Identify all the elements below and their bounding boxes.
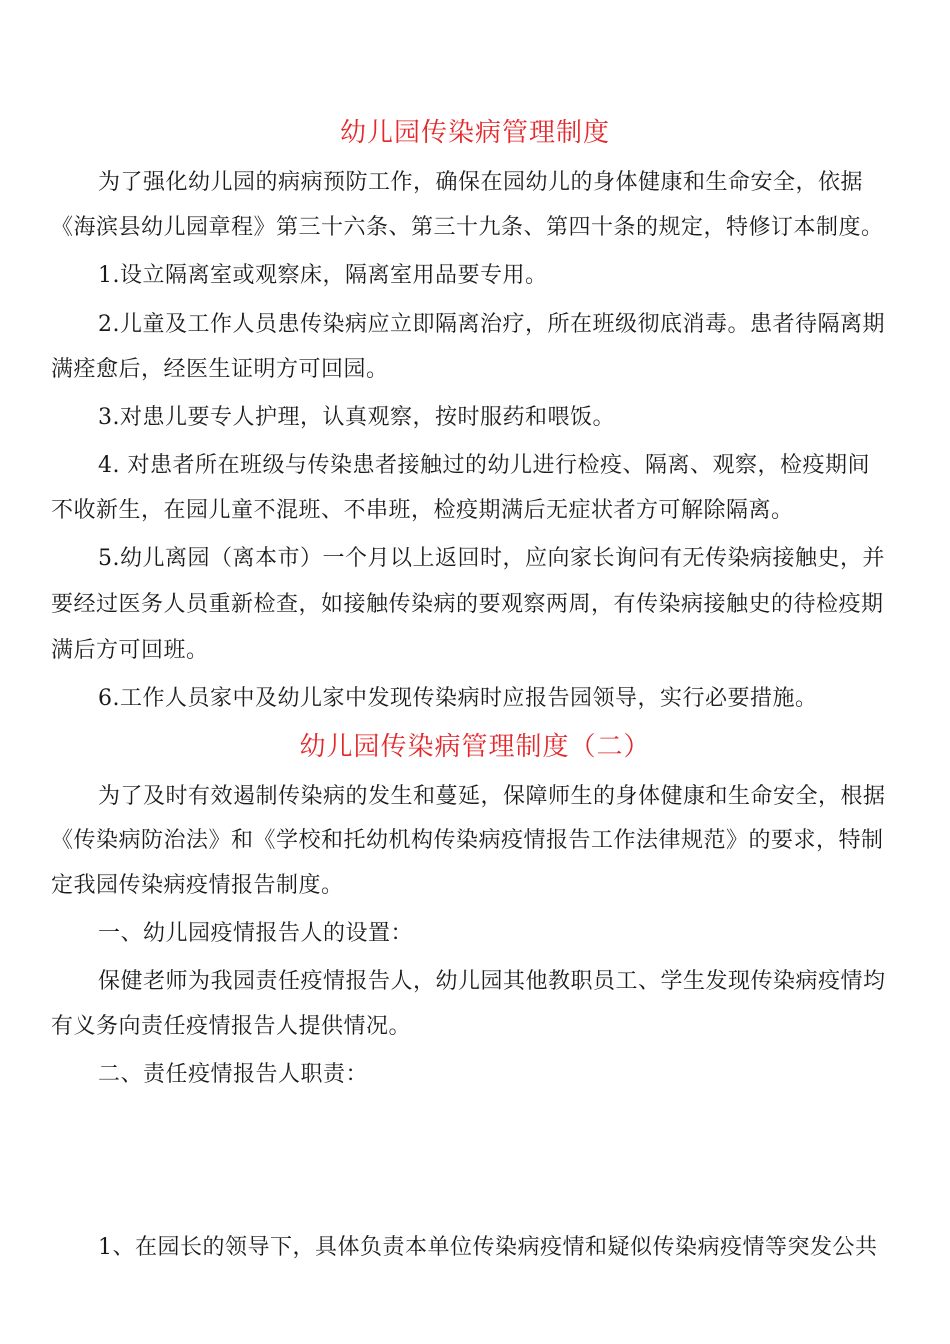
section1-item6: 6.工作人员家中及幼儿家中发现传染病时应报告园领导，实行必要措施。 — [98, 686, 818, 711]
section1-item5-line3: 满后方可回班。 — [51, 638, 209, 663]
section2-item1-line1: 1、在园长的领导下，具体负责本单位传染病疫情和疑似传染病疫情等突发公共 — [98, 1235, 878, 1260]
section1-item1: 1.设立隔离室或观察床，隔离室用品要专用。 — [98, 263, 548, 288]
section2-para1-line2: 有义务向责任疫情报告人提供情况。 — [51, 1014, 412, 1039]
section1-item5-line1: 5.幼儿离园（离本市）一个月以上返回时，应向家长询问有无传染病接触史，并 — [98, 546, 885, 571]
section2-intro-line2: 《传染病防治法》和《学校和托幼机构传染病疫情报告工作法律规范》的要求，特制 — [51, 828, 884, 853]
section2-para1-line1: 保健老师为我园责任疫情报告人，幼儿园其他教职员工、学生发现传染病疫情均 — [98, 969, 886, 994]
section2-heading2: 二、责任疫情报告人职责： — [98, 1062, 369, 1087]
section2-intro-line3: 定我园传染病疫情报告制度。 — [51, 873, 344, 898]
section1-intro-line2: 《海滨县幼儿园章程》第三十六条、第三十九条、第四十条的规定，特修订本制度。 — [51, 215, 884, 240]
section1-item2-line1: 2.儿童及工作人员患传染病应立即隔离治疗，所在班级彻底消毒。患者待隔离期 — [98, 312, 885, 337]
section1-item4-line1: 4. 对患者所在班级与传染患者接触过的幼儿进行检疫、隔离、观察，检疫期间 — [98, 453, 870, 478]
section1-intro-line1: 为了强化幼儿园的病病预防工作，确保在园幼儿的身体健康和生命安全，依据 — [98, 170, 864, 195]
section1-item3: 3.对患儿要专人护理，认真观察，按时服药和喂饭。 — [98, 405, 615, 430]
section2-heading1: 一、幼儿园疫情报告人的设置： — [98, 921, 414, 946]
section1-item4-line2: 不收新生，在园儿童不混班、不串班，检疫期满后无症状者方可解除隔离。 — [51, 498, 794, 523]
section1-item5-line2: 要经过医务人员重新检查，如接触传染病的要观察两周，有传染病接触史的待检疫期 — [51, 592, 884, 617]
document-subtitle: 幼儿园传染病管理制度（二） — [299, 732, 651, 762]
document-title: 幼儿园传染病管理制度 — [339, 118, 610, 148]
section1-item2-line2: 满痊愈后，经医生证明方可回园。 — [51, 357, 389, 382]
section2-intro-line1: 为了及时有效遏制传染病的发生和蔓延，保障师生的身体健康和生命安全，根据 — [98, 784, 886, 809]
